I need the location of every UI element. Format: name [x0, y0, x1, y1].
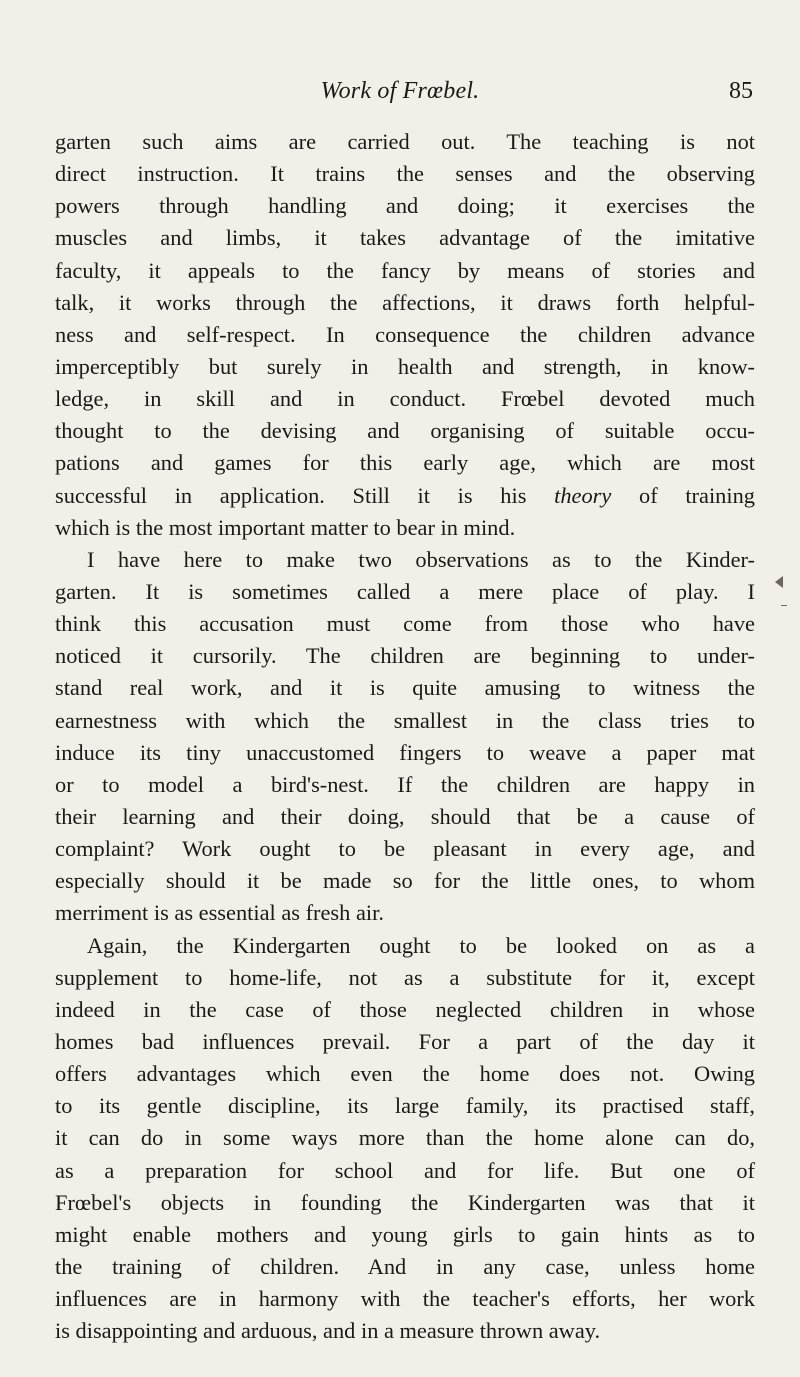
text-line: faculty, it appeals to the fancy by means of stories and — [55, 257, 755, 283]
text-line: thought to the devising and organising of suitable occu- — [55, 418, 755, 444]
text-line-mixed — [55, 480, 755, 512]
text-line: imperceptibly but surely in health and strength, in know- — [55, 353, 755, 379]
text-line: as a preparation for school and for life. But one of — [55, 1157, 755, 1183]
text-line: noticed it cursorily. The children are beginning to under- — [55, 643, 755, 669]
text-line: earnestness with which the smallest in the class tries to — [55, 707, 755, 733]
paragraph-start-line: I have here to make two observations as to the Kinder- — [87, 546, 755, 572]
text-line: supplement to home-life, not as a substitute for it, except — [55, 964, 755, 990]
text-line: the training of children. And in any case, unless home — [55, 1253, 755, 1279]
text-line: stand real work, and it is quite amusing to witness the — [55, 675, 755, 701]
text-line: it can do in some ways more than the home alone can do, — [55, 1125, 755, 1151]
text-line: talk, it works through the affections, it draws forth helpful- — [55, 289, 755, 315]
text-line: to its gentle discipline, its large family, its practised staff, — [55, 1093, 755, 1119]
italic-emphasis: theory — [554, 482, 612, 508]
text-line: garten. It is sometimes called a mere place of play. I — [55, 578, 755, 604]
text-line: think this accusation must come from those who have — [55, 611, 755, 637]
text-line: induce its tiny unaccustomed fingers to weave a paper mat — [55, 739, 755, 765]
text-line: might enable mothers and young girls to gain hints as to — [55, 1221, 755, 1247]
body-text — [55, 126, 755, 1347]
text-segment: successful in application. Still it is his — [55, 482, 527, 508]
page-header — [0, 74, 800, 110]
text-line: garten such aims are carried out. The teaching is not — [55, 129, 755, 154]
text-line: direct instruction. It trains the senses and the observing — [55, 161, 755, 187]
paragraph-start-line: Again, the Kindergarten ought to be looked on as a — [87, 932, 755, 958]
paragraph-end-line: is disappointing and arduous, and in a measure thrown away. — [55, 1318, 601, 1344]
margin-mark-icon — [775, 576, 783, 588]
text-line: especially should it be made so for the little ones, to whom — [55, 868, 755, 894]
text-line: Frœbel's objects in founding the Kindergarten was that it — [55, 1189, 755, 1215]
paragraph-end-line: merriment is as essential as fresh air. — [55, 900, 384, 926]
text-line: complaint? Work ought to be pleasant in every age, and — [55, 836, 755, 862]
text-line: offers advantages which even the home does not. Owing — [55, 1061, 755, 1087]
paragraph-end-line: which is the most important matter to bear in mind. — [55, 514, 516, 540]
margin-tick-icon — [781, 605, 787, 606]
running-title: Work of Frœbel. — [320, 78, 480, 104]
text-line: ness and self-respect. In consequence the children advance — [55, 321, 755, 347]
text-line: pations and games for this early age, which are most — [55, 450, 755, 476]
text-line: indeed in the case of those neglected children in whose — [55, 996, 755, 1022]
text-line: powers through handling and doing; it exercises the — [55, 193, 755, 219]
text-line: muscles and limbs, it takes advantage of the imitative — [55, 225, 755, 251]
text-line: ledge, in skill and in conduct. Frœbel devoted much — [55, 386, 755, 412]
text-line: homes bad influences prevail. For a part of the day it — [55, 1028, 755, 1054]
text-segment: of training — [639, 482, 755, 508]
text-line: their learning and their doing, should that be a cause of — [55, 803, 755, 829]
text-line: influences are in harmony with the teacher's efforts, her work — [55, 1286, 755, 1312]
text-line: or to model a bird's-nest. If the children are happy in — [55, 771, 755, 797]
page-number: 85 — [729, 78, 753, 104]
